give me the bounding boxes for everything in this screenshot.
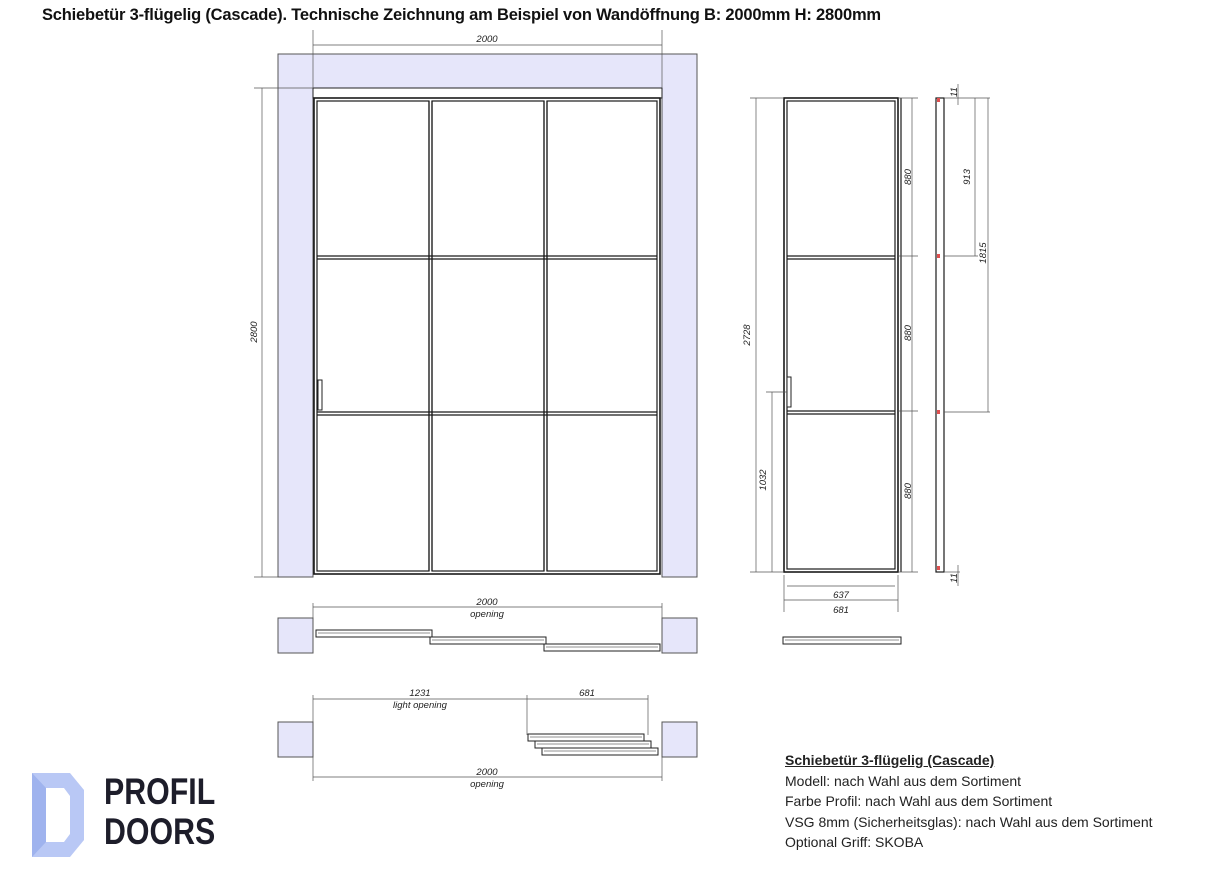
plan-closed-sub-label: opening xyxy=(470,609,504,620)
front-view xyxy=(249,30,697,577)
side-view xyxy=(742,98,918,644)
side-plan-strip xyxy=(783,637,901,644)
description-line-handle: Optional Griff: SKOBA xyxy=(785,834,924,850)
description-heading: Schiebetür 3-flügelig (Cascade) xyxy=(785,752,995,768)
logo-text xyxy=(104,772,215,852)
side-outer-width-label: 681 xyxy=(833,605,849,616)
plan-closed xyxy=(278,597,697,653)
logo-line-2: DOORS xyxy=(104,811,216,852)
side-inner-width-label: 637 xyxy=(833,590,849,601)
front-width-label: 2000 xyxy=(476,34,498,45)
wall-surround xyxy=(278,54,697,577)
side-panel-label-middle: 880 xyxy=(903,325,914,341)
profile-upper-label: 913 xyxy=(962,169,973,185)
page-title: Schiebetür 3-flügelig (Cascade). Technische Zeichnung am Beispiel von Wandöffnung B: 2000mm H: 2800mm xyxy=(42,6,881,24)
side-handle-height-label: 1032 xyxy=(758,469,769,491)
profile-total-label: 1815 xyxy=(978,242,989,264)
profile-bottom-label: 11 xyxy=(949,573,960,583)
door-panels xyxy=(314,98,660,574)
plan-open-sub-label: opening xyxy=(470,779,504,790)
plan-closed-width-label: 2000 xyxy=(476,597,498,608)
plan-open-width-label: 2000 xyxy=(476,767,498,778)
side-handle xyxy=(787,377,791,407)
plan-open-light-sub-label: light opening xyxy=(393,700,447,711)
profile-top-label: 11 xyxy=(949,87,960,97)
side-panel-label-bottom: 880 xyxy=(903,483,914,499)
front-height-label: 2800 xyxy=(249,321,260,343)
side-height-label: 2728 xyxy=(742,324,753,346)
plan-open xyxy=(278,688,697,790)
product-description xyxy=(785,750,1153,853)
description-line-color: Farbe Profil: nach Wahl aus dem Sortiment xyxy=(785,793,1053,809)
description-line-glass: VSG 8mm (Sicherheitsglas): nach Wahl aus dem Sortiment xyxy=(785,813,1153,830)
logo-line-1: PROFIL xyxy=(104,771,216,812)
profile-view xyxy=(936,84,990,586)
side-panel-label-top: 880 xyxy=(903,169,914,185)
plan-open-light-width-label: 1231 xyxy=(409,688,431,699)
door-handle xyxy=(318,380,322,410)
description-line-model: Modell: nach Wahl aus dem Sortiment xyxy=(785,772,1022,789)
plan-open-stack-width-label: 681 xyxy=(579,688,595,699)
top-rail xyxy=(313,88,662,98)
